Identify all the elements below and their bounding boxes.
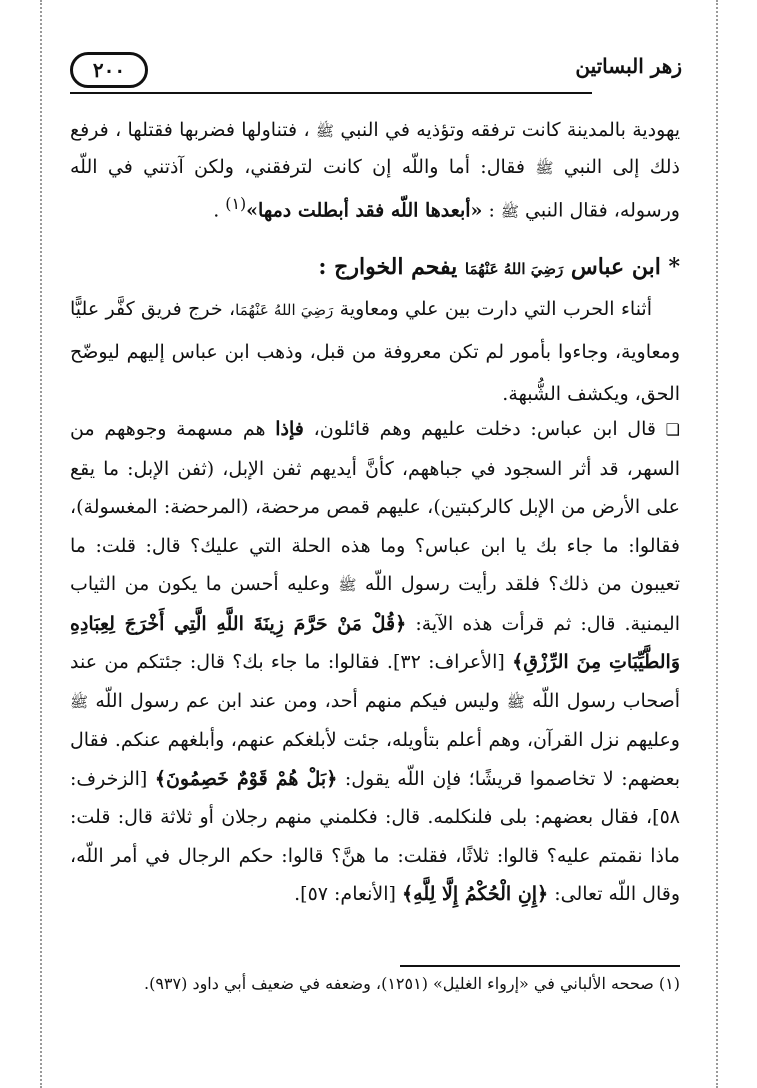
box-icon: ❏ (665, 420, 680, 439)
section-heading (318, 254, 680, 280)
heading-star: * (660, 254, 680, 280)
paragraph-3 (70, 410, 680, 914)
p2-run2: ، خرج فريق كفَّر عليًّا ومعاوية، وجاءوا بأمور لم تكن معروفة من قبل، وذهب ابن عباس إليهم ليوضّح الحق، ويكشف الشُّبهة. (70, 298, 680, 405)
p1-run4: : (482, 199, 501, 222)
header-rule (70, 92, 592, 94)
footnote-ref: (١) (225, 194, 247, 213)
heading-run1: ابن عباس (563, 254, 661, 280)
p3-run6: وعليهم نزل القرآن، وهم أعلم بتأويله، جئت لأبلغكم عنهم، وأبلغهم عنكم. فقال بعضهم: لا تخاصموا قريشًا؛ فإن اللّه يقول: (70, 729, 680, 790)
p1-run3: فقال: أما واللّه إن كانت لترفقني، ولكن آذتني في اللّه ورسوله، فقال النبي (70, 156, 680, 222)
p3-run4: فقالوا: ما جاء بك؟ قال: جئتكم من عند أصحاب رسول اللّه (70, 651, 680, 712)
quran-verse-3: ﴿إِنِ الْحُكْمُ إِلَّا لِلَّهِ﴾ (402, 883, 549, 905)
p3-run1: قال ابن عباس: دخلت عليهم وهم قائلون، (303, 418, 666, 440)
paragraph-1 (70, 112, 680, 229)
p2-run1: أثناء الحرب التي دارت بين علي ومعاوية (333, 298, 652, 320)
p1-run1: يهودية بالمدينة كانت ترفقه وتؤذيه في النبي (334, 119, 680, 141)
salutation-glyph: ﷺ (70, 692, 89, 711)
verse-ref-3: [الأنعام: ٥٧]. (294, 883, 402, 905)
p3-run5: وليس فيكم منهم أحد، ومن عند ابن عم رسول اللّه (88, 689, 507, 712)
salutation-glyph: ﷺ (500, 202, 520, 221)
honorific-glyph: رَضِيَ اللهُ عَنْهُمَا (235, 301, 334, 319)
quran-verse-2: ﴿بَلْ هُمْ قَوْمٌ خَصِمُونَ﴾ (154, 767, 338, 790)
salutation-glyph: ﷺ (338, 576, 357, 594)
hadith-quote: «أبعدها اللّه فقد أبطلت دمها» (246, 199, 483, 222)
p1-end: . (213, 199, 226, 222)
page-number: ٢٠٠ (70, 52, 148, 88)
salutation-glyph: ﷺ (315, 122, 335, 140)
page-header (70, 52, 682, 96)
verse-ref-1: [الأعراف: ٣٢]. (386, 651, 513, 673)
salutation-glyph: ﷺ (506, 692, 525, 711)
p3-run7: ، فقال بعضهم: بلى فلنكلمه. قال: فكلمني منهم رجلان أو ثلاثة قال: قلت: ماذا نقمتم عليه؟ قالوا: ثلاثًا، فقلت: ما هنَّ؟ قالوا: حكم الرجال في أمر اللّه، وقال اللّه تعالى: (70, 806, 680, 905)
right-margin-dots (716, 0, 718, 1088)
paragraph-2 (70, 288, 680, 415)
salutation-glyph: ﷺ (535, 159, 554, 177)
footnote-rule (400, 965, 680, 967)
quran-verse-1: ﴿قُلْ مَنْ حَرَّمَ زِينَةَ اللَّهِ الَّتِي أَخْرَجَ لِعِبَادِهِ وَالطَّيِّبَاتِ مِنَ الرِّزْقِ﴾ (70, 612, 680, 673)
p1-run2: ، فتناولها فضربها فقتلها ، فرفع ذلك إلى النبي (70, 119, 680, 178)
honorific-glyph: رَضِيَ اللهُ عَنْهُمَا (464, 260, 564, 278)
p3-run3: وعليه أحسن ما يكون من الثياب اليمنية. قال: ثم قرأت هذه الآية: (70, 573, 680, 635)
verse-ref-2: [الزخرف: ٥٨] (70, 767, 680, 828)
p3-bold1: فإذا (275, 418, 304, 440)
left-margin-dots (40, 0, 42, 1088)
p3-run2: هم مسهمة وجوههم من السهر، قد أثر السجود في جباههم، كأنَّ أيديهم ثفن الإبل، (ثفن الإبل: ما يقع على الأرض من الإبل كالركبتين)، عليهم قمص مرحضة، (المرحضة: المغسولة)، فقالوا: ما جاء بك يا ابن عباس؟ وما هذه الحلة التي عليك؟ قال: قلت: ما تعيبون من ذلك؟ فلقد رأيت رسول اللّه (70, 418, 681, 595)
heading-run2: يفحم الخوارج : (318, 254, 465, 280)
running-title: زهر البساتين (575, 54, 682, 78)
footnote: (١) صححه الألباني في «إرواء الغليل» (١٢٥١)، وضعفه في ضعيف أبي داود (٩٣٧). (144, 974, 680, 993)
